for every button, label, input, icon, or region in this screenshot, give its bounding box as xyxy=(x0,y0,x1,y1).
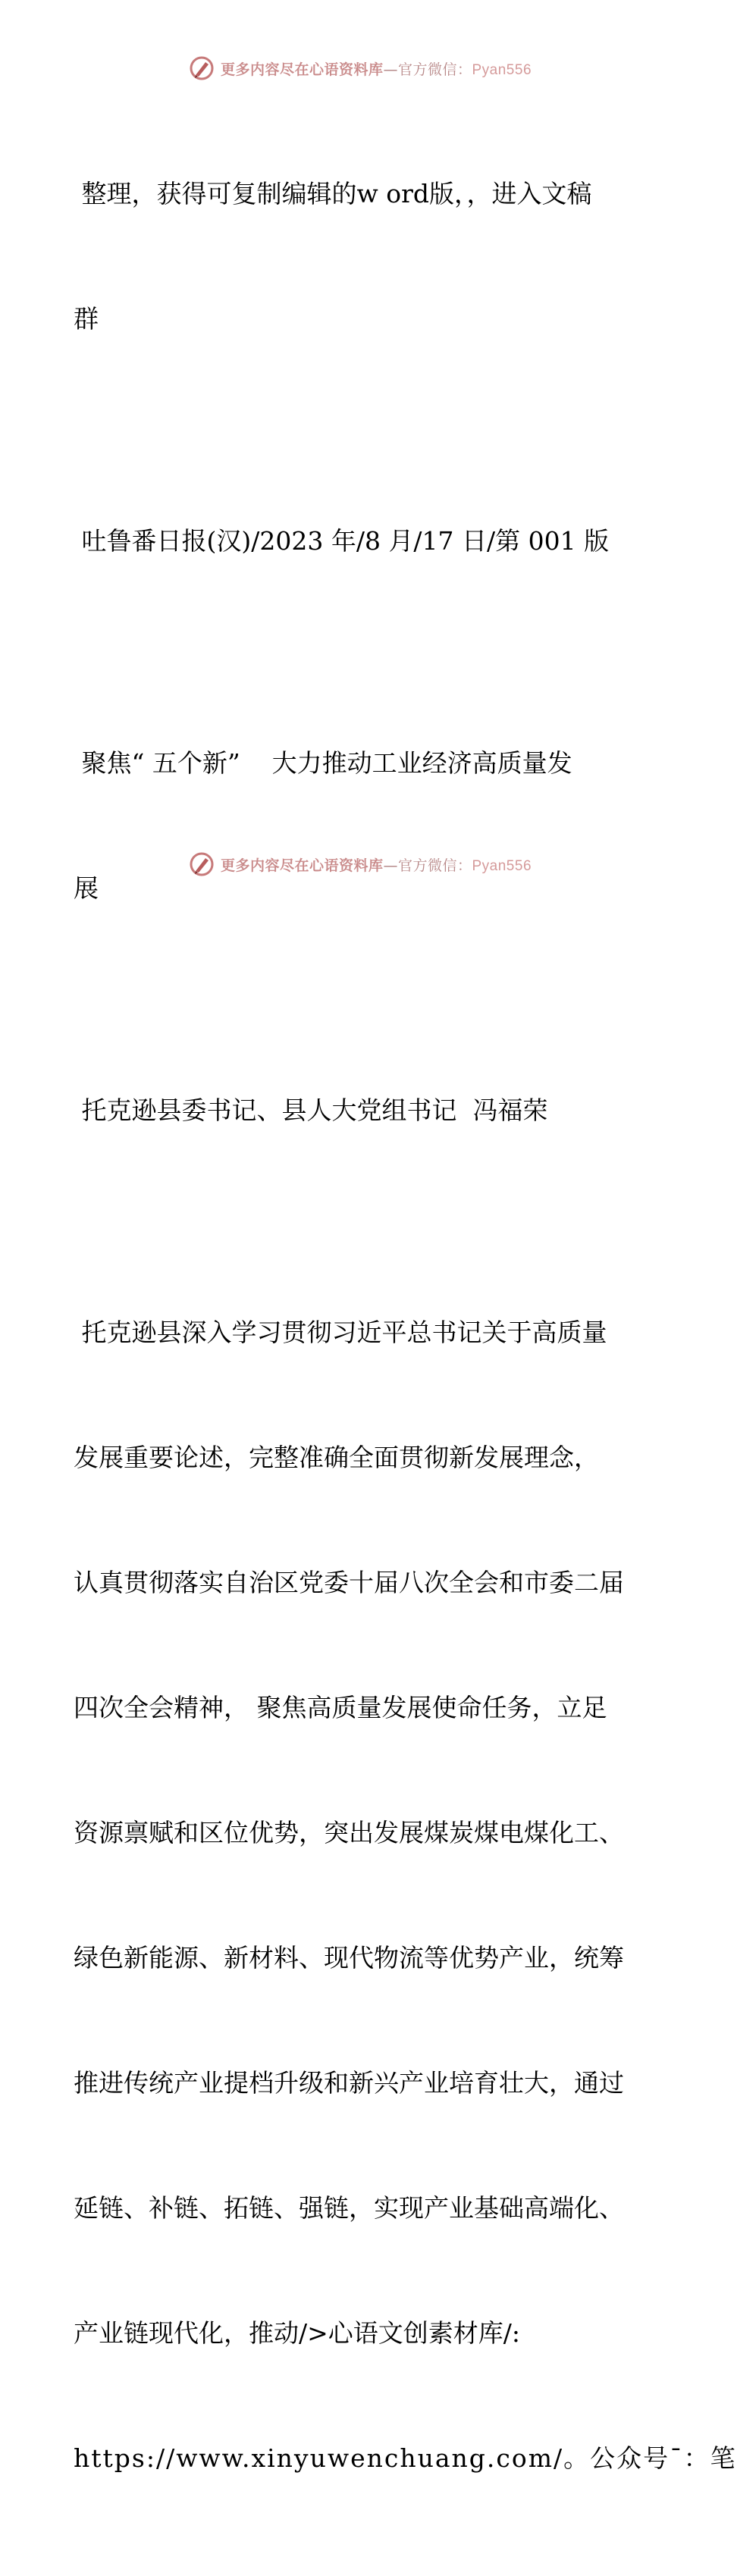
watermark-banner-top xyxy=(0,53,720,83)
intro-line-2: 群 xyxy=(74,304,99,334)
watermark-text xyxy=(221,854,532,875)
pen-logo-icon xyxy=(189,55,215,81)
document-body xyxy=(74,89,737,2576)
body-line: 产业链现代化，推动/>心语文创素材库/: xyxy=(74,2318,521,2348)
watermark-separator: — xyxy=(383,61,398,78)
body-line: 资源禀赋和区位优势，突出发展煤炭煤电煤化工、 xyxy=(74,1818,624,1847)
watermark-wechat-label: 官方微信： xyxy=(397,61,472,78)
pen-logo-icon xyxy=(189,851,215,877)
body-paragraph xyxy=(74,1228,737,2562)
body-line: 认真贯彻落实自治区党委十届八次全会和市委二届 xyxy=(74,1568,624,1597)
watermark-text xyxy=(221,58,532,79)
body-line: 发展重要论述，完整准确全面贯彻新发展理念， xyxy=(74,1443,599,1472)
intro-paragraph xyxy=(74,89,650,423)
author-text: 托克逊县委书记、县人大党组书记 冯福荣 xyxy=(74,1095,548,1125)
intro-line-1: 整理，获得可复制编辑的w ord版，，进入文稿 xyxy=(74,179,592,208)
watermark-wechat-label: 官方微信： xyxy=(397,857,472,874)
title-line-1: 聚焦“ 五个新” 大力推动工业经济高质量发 xyxy=(74,748,572,778)
source-text: 吐鲁番日报(汉)/2023 年/8 月/17 日/第 001 版 xyxy=(74,526,610,556)
watermark-prefix: 更多内容尽在心语资料库 xyxy=(220,61,384,78)
body-line-url: https://www.xinyuwenchuang.com/。公众号¯：笔 xyxy=(74,2443,737,2473)
body-line: 绿色新能源、新材料、现代物流等优势产业，统筹 xyxy=(74,1943,624,1973)
title-line-2: 展 xyxy=(74,873,99,903)
author-line xyxy=(74,1006,650,1214)
article-title xyxy=(74,659,650,992)
watermark-wechat-id: Pyan556 xyxy=(472,857,532,874)
body-line: 托克逊县深入学习贯彻习近平总书记关于高质量 xyxy=(74,1318,607,1347)
watermark-prefix: 更多内容尽在心语资料库 xyxy=(220,857,384,874)
source-line xyxy=(74,437,650,645)
watermark-separator: — xyxy=(383,857,398,874)
watermark-banner-bottom xyxy=(0,849,720,879)
body-line: 四次全会精神， 聚焦高质量发展使命任务，立足 xyxy=(74,1693,607,1722)
body-line: 推进传统产业提档升级和新兴产业培育壮大，通过 xyxy=(74,2068,624,2098)
body-line: 延链、补链、拓链、强链，实现产业基础高端化、 xyxy=(74,2193,624,2223)
watermark-wechat-id: Pyan556 xyxy=(472,61,532,78)
